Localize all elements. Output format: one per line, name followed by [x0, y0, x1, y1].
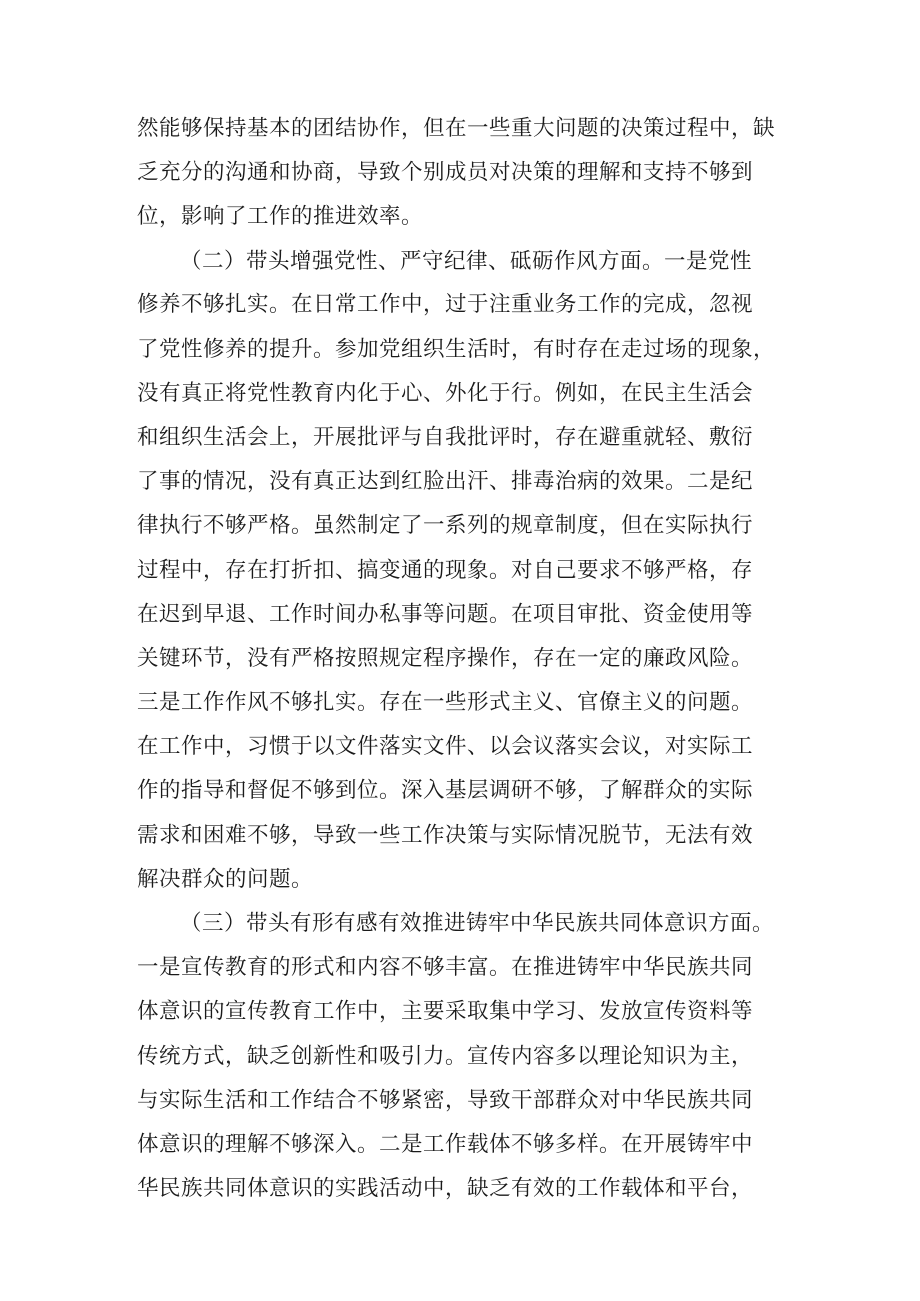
text-line: 过程中，存在打折扣、搞变通的现象。对自己要求不够严格，存 — [137, 558, 754, 583]
text-line: 没有真正将党性教育内化于心、外化于行。例如，在民主生活会 — [137, 381, 754, 406]
text-line: 传统方式，缺乏创新性和吸引力。宣传内容多以理论知识为主， — [137, 1044, 754, 1069]
text-line: 在工作中，习惯于以文件落实文件、以会议落实会议，对实际工 — [137, 734, 754, 759]
text-line: 律执行不够严格。虽然制定了一系列的规章制度，但在实际执行 — [137, 513, 754, 538]
text-line: 乏充分的沟通和协商，导致个别成员对决策的理解和支持不够到 — [137, 160, 754, 185]
text-line: 了党性修养的提升。参加党组织生活时，有时存在走过场的现象， — [137, 337, 776, 362]
text-line: 华民族共同体意识的实践活动中，缺乏有效的工作载体和平台， — [137, 1176, 754, 1201]
section-heading-3: （三）带头有形有感有效推进铸牢中华民族共同体意识方面。 — [180, 911, 775, 936]
text-line: 位，影响了工作的推进效率。 — [137, 204, 424, 229]
section-heading-2: （二）带头增强党性、严守纪律、砥砺作风方面。一是党性 — [180, 249, 753, 274]
text-line: 和组织生活会上，开展批评与自我批评时，存在避重就轻、敷衍 — [137, 425, 754, 450]
text-line: 了事的情况，没有真正达到红脸出汗、排毒治病的效果。二是纪 — [137, 469, 754, 494]
text-line: 与实际生活和工作结合不够紧密，导致干部群众对中华民族共同 — [137, 1088, 754, 1113]
text-line: 修养不够扎实。在日常工作中，过于注重业务工作的完成，忽视 — [137, 292, 754, 317]
text-line: 在迟到早退、工作时间办私事等问题。在项目审批、资金使用等 — [137, 602, 754, 627]
text-line: 解决群众的问题。 — [137, 867, 314, 892]
text-line: 关键环节，没有严格按照规定程序操作，存在一定的廉政风险。 — [137, 646, 754, 671]
text-line: 体意识的宣传教育工作中，主要采取集中学习、发放宣传资料等 — [137, 999, 754, 1024]
text-line: 三是工作作风不够扎实。存在一些形式主义、官僚主义的问题。 — [137, 690, 754, 715]
text-line: 需求和困难不够，导致一些工作决策与实际情况脱节，无法有效 — [137, 823, 754, 848]
text-line: 作的指导和督促不够到位。深入基层调研不够，了解群众的实际 — [137, 778, 754, 803]
text-line: 体意识的理解不够深入。二是工作载体不够多样。在开展铸牢中 — [137, 1132, 754, 1157]
text-line: 然能够保持基本的团结协作，但在一些重大问题的决策过程中，缺 — [137, 116, 776, 141]
text-line: 一是宣传教育的形式和内容不够丰富。在推进铸牢中华民族共同 — [137, 955, 754, 980]
